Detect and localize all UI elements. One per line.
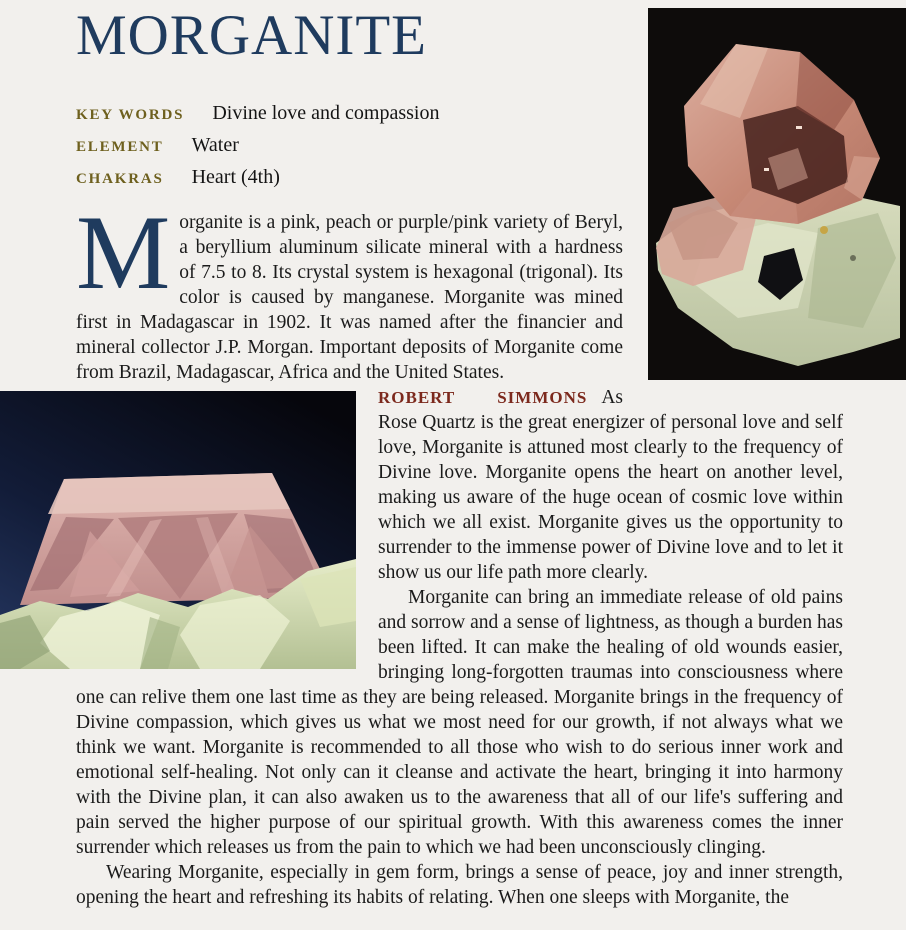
simmons-text-3-clipped: opening the heart and refreshing its habits of relating. When one sleeps with Morganite, the (76, 887, 790, 908)
simmons-text-1: As Rose Quartz is the great energizer of personal love and self love, Morganite is attuned most clearly to the frequency of Divine love. Morganite opens the heart on another level, making us aware of the huge ocean of cosmic love within which we all exist. Morganite gives us the opportunity to surrender to the immense power of Divine love and to let it show us our life path more clearly. (378, 387, 843, 583)
morganite-specimen-photo-left (0, 391, 356, 669)
attr-label-element: ELEMENT (76, 139, 164, 155)
simmons-text-3: Wearing Morganite, especially in gem form, brings a sense of peace, joy and inner strength, (106, 862, 843, 883)
attr-value-chakras: Heart (4th) (191, 166, 280, 188)
dropcap-letter: M (76, 194, 171, 311)
page-title: MORGANITE (76, 4, 427, 67)
attr-value-element: Water (191, 134, 239, 156)
intro-text: organite is a pink, peach or purple/pink variety of Beryl, a beryllium aluminum silicate mineral with a hardness of 7.5 to 8. Its crystal system is hexagonal (trigonal). Its color is caused by manganese. Morganite was mined first in Madagascar in 1902. It was named after the financier and mineral collector J.P. Morgan. Important deposits of Morganite come from Brazil, Madagascar, Africa and the United States. (76, 212, 623, 383)
simmons-text-2: Morganite can bring an immediate release of old pains and sorrow and a sense of lightness, as though a burden has been lifted. It can make the healing of old wounds easier, bringing long-forgotten traumas into consciousness where one can relive them one last time as they are being released. Morganite brings in the frequency of Divine compassion, which gives us what we most need for our growth, if not always what we think we want. Morganite is recommended to all those who wish to do serious inner work and emotional self-healing. Not only can it cleanse and activate the heart, bringing it into harmony with the Divine plan, it can also awaken us to the awareness that all of our life's suffering and pain served the higher purpose of our spiritual growth. With this awareness comes the inner surrender which releases us from the pain to which we had been unconsciously clinging. (76, 587, 843, 858)
attr-value-key-words: Divine love and compassion (212, 102, 440, 124)
specimen-photo-illustration (648, 8, 906, 380)
attr-label-chakras: CHAKRAS (76, 171, 164, 187)
morganite-specimen-photo-right (648, 8, 906, 380)
specimen-photo-illustration-2 (0, 391, 356, 669)
attr-label-key-words: KEY WORDS (76, 107, 185, 123)
simmons-paragraph-3 (76, 860, 843, 910)
simmons-label: ROBERT SIMMONS (378, 388, 588, 407)
